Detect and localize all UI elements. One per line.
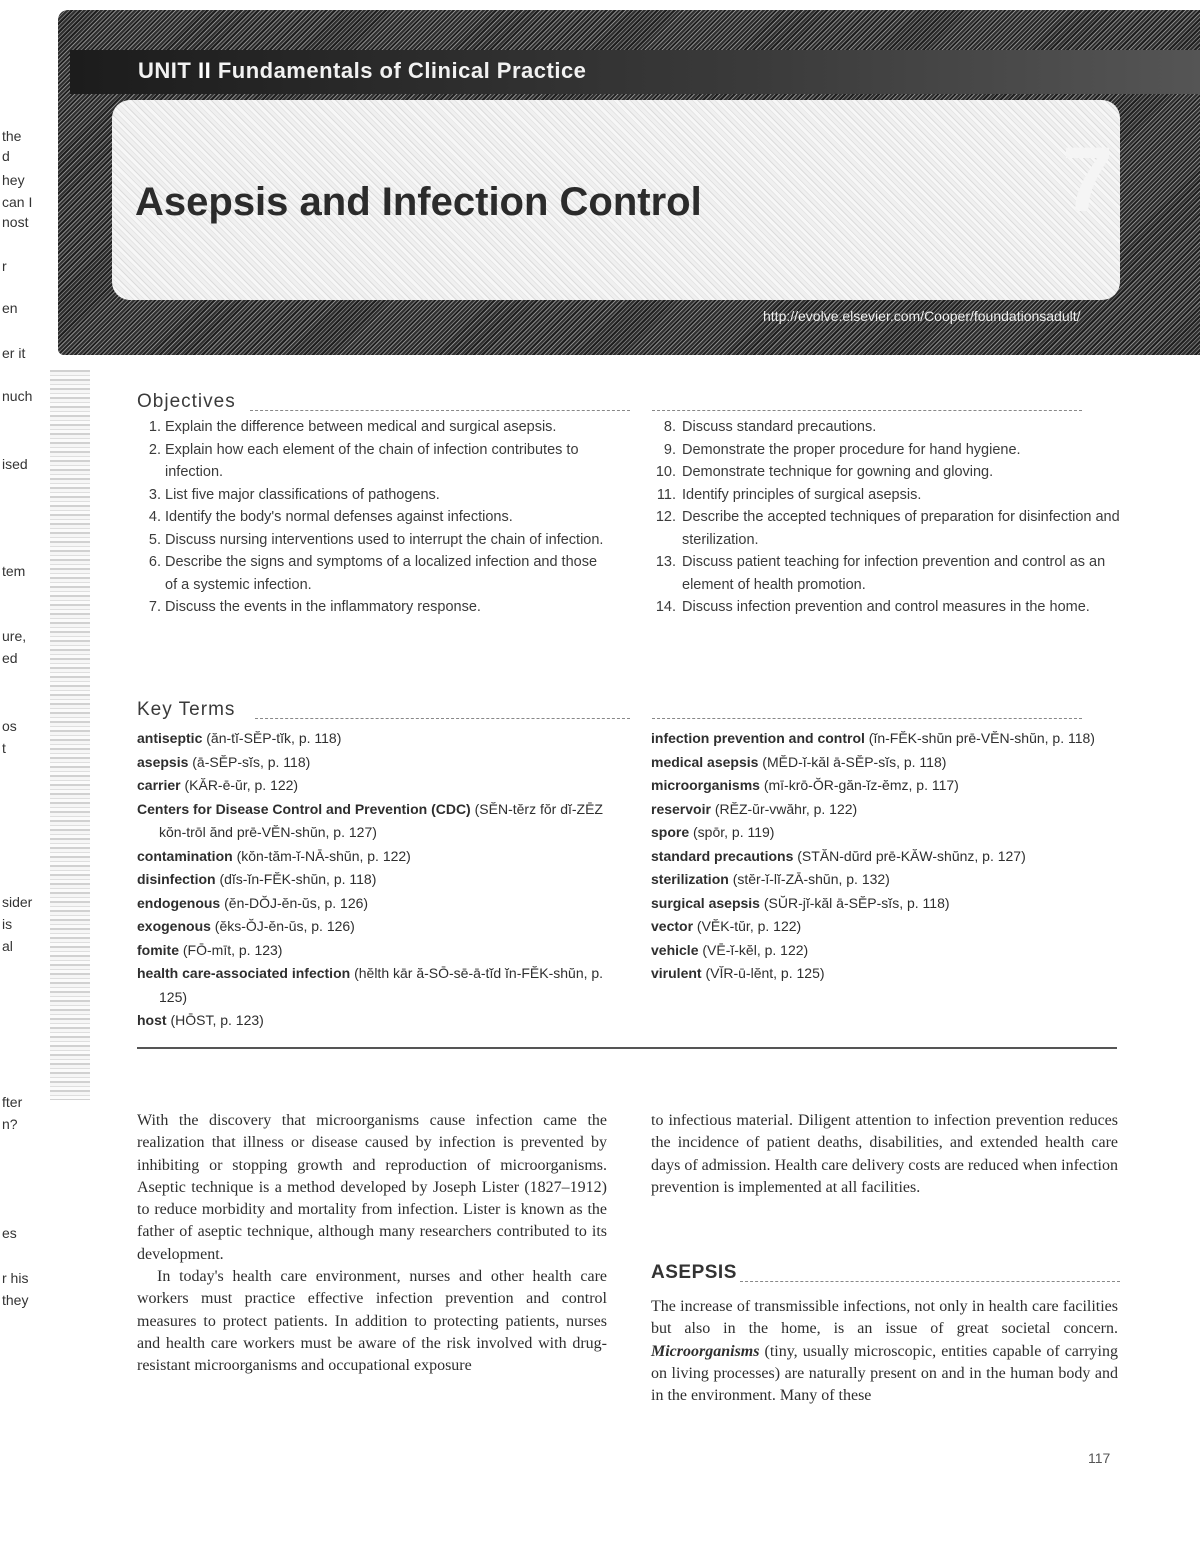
objective-item: 3. List five major classifications of pathogens. (148, 486, 440, 503)
objective-item: 1. Explain the difference between medical and surgical asepsis. (148, 419, 557, 435)
key-term: medical asepsis (MĔD-ĭ-kăl ā-SĔP-sĭs, p. 118) (651, 753, 947, 770)
key-term: surgical asepsis (SŬR-jĭ-kăl ā-SĔP-sĭs, p. 118) (651, 894, 950, 911)
key-term: spore (spōr, p. 119) (651, 824, 775, 840)
objective-item: 9. Demonstrate the proper procedure for hand hygiene. (663, 441, 1021, 458)
margin-fragment: fter (2, 1094, 23, 1110)
key-term: host (HŌST, p. 123) (137, 1012, 264, 1028)
margin-fragment: al (2, 938, 13, 954)
margin-fragment: d (2, 148, 10, 164)
unit-label (138, 58, 586, 84)
margin-fragment: nost (2, 214, 29, 230)
unit-title: Fundamentals of Clinical Practice (217, 58, 587, 83)
margin-fragment: ed (2, 650, 18, 666)
margin-fragment: they (2, 1292, 29, 1308)
margin-fragment: n? (2, 1116, 18, 1132)
body-paragraph: to infectious material. Diligent attention to infection prevention reduces the incidence of patient deaths, disabilities, and extended health care days of admission. Health care delivery costs are reduced when infection prevention is implemented at all facilities. (651, 1112, 1118, 1196)
margin-fragment: r his (2, 1270, 29, 1286)
objective-item: 5. Discuss nursing interventions used to interrupt the chain of infection. (148, 531, 604, 548)
unit-prefix: UNIT (138, 58, 192, 83)
margin-fragment: is (2, 916, 13, 932)
margin-fragment: ised (2, 456, 28, 472)
objectives-rule-left (250, 410, 630, 411)
objectives-list-right (648, 416, 1120, 619)
objective-item: 6. Describe the signs and symptoms of a localized infection and those of a systemic infection. (148, 554, 598, 593)
objective-item: 13. Discuss patient teaching for infection prevention and control as an element of health promotion. (655, 554, 1106, 593)
key-term: endogenous (ĕn-DŎJ-ĕn-ŭs, p. 126) (137, 894, 369, 911)
key-term: vector (VĔK-tŭr, p. 122) (651, 918, 802, 934)
margin-fragment: es (2, 1225, 17, 1241)
asepsis-heading: ASEPSIS (651, 1262, 737, 1283)
key-term: virulent (VĬR-ū-lĕnt, p. 125) (651, 965, 825, 981)
objective-item: 4. Identify the body's normal defenses against infections. (148, 509, 513, 525)
margin-fragment: r (2, 258, 7, 274)
key-terms-rule-right (652, 718, 1082, 719)
key-term: microorganisms (mī-krō-ŎR-găn-ĭz-ĕmz, p. 117) (651, 777, 959, 793)
body-column-right (651, 1110, 1118, 1199)
key-term: fomite (FŌ-mīt, p. 123) (137, 941, 283, 958)
margin-fragment: the (2, 128, 22, 144)
margin-fragment: os (2, 718, 17, 734)
margin-fragment: sider (2, 894, 33, 910)
margin-fragment: tem (2, 563, 26, 579)
objectives-rule-right (652, 410, 1082, 411)
margin-fragment: en (2, 300, 18, 316)
margin-fragment: er it (2, 345, 26, 361)
key-term: contamination (kŏn-tăm-ĭ-NĀ-shŭn, p. 122) (137, 847, 411, 864)
margin-fragment: nuch (2, 388, 33, 404)
key-term-inline: Microorganisms (651, 1342, 760, 1360)
key-term: Centers for Disease Control and Prevention (CDC) (SĔN-tĕrz fŏr dĭ-ZĒZ kŏn-trōl ănd prē-VĔN-shŭn, p. 127) (137, 800, 603, 840)
margin-fragment: can I (2, 194, 33, 210)
evolve-url: http://evolve.elsevier.com/Cooper/foundationsadult/ (763, 308, 1081, 324)
asepsis-rule (740, 1281, 1120, 1282)
objective-item: 10. Demonstrate technique for gowning and gloving. (655, 464, 994, 480)
key-term: infection prevention and control (ĭn-FĔK-shŭn prē-VĔN-shŭn, p. 118) (651, 730, 1095, 746)
body-paragraph: The increase of transmissible infections, not only in health care facilities but also in the home, is an issue of great societal concern. Microorganisms (tiny, usually microscopic, entities capable of carrying on living processes) are naturally present on and in the human body and in the environment. Many of these (651, 1298, 1118, 1405)
objective-item: 11. Identify principles of surgical asepsis. (656, 486, 922, 503)
objectives-heading: Objectives (137, 391, 236, 412)
chapter-title: Asepsis and Infection Control (135, 180, 702, 224)
key-terms-list-right (651, 727, 1101, 986)
page-gutter-shadow (50, 370, 90, 1100)
page-number: 117 (1088, 1450, 1111, 1466)
margin-fragment: t (2, 740, 6, 756)
key-terms-bottom-rule (137, 1047, 1117, 1049)
body-column-right-2 (651, 1296, 1118, 1407)
key-term: exogenous (ĕks-ŎJ-ĕn-ŭs, p. 126) (137, 918, 355, 934)
chapter-number: 7 (1062, 129, 1114, 231)
unit-number: II (197, 58, 212, 83)
margin-fragment: hey (2, 172, 25, 188)
objective-item: 7. Discuss the events in the inflammatory response. (148, 599, 481, 615)
key-terms-list-left (137, 727, 617, 1033)
key-terms-heading: Key Terms (137, 699, 236, 720)
key-term: vehicle (VĒ-ĭ-kĕl, p. 122) (651, 941, 809, 958)
key-term: antiseptic (ăn-tĭ-SĔP-tĭk, p. 118) (137, 730, 342, 746)
body-column-left (137, 1110, 607, 1378)
key-terms-rule-left (255, 718, 630, 719)
margin-fragment: ure, (2, 628, 27, 644)
objective-item: 12. Describe the accepted techniques of preparation for disinfection and sterilization. (655, 509, 1120, 548)
key-term: sterilization (stĕr-ĭ-lĭ-ZĀ-shŭn, p. 132) (651, 871, 890, 887)
objectives-list-left (143, 416, 613, 619)
key-term: standard precautions (STĂN-dŭrd prē-KĂW-shŭnz, p. 127) (651, 847, 1026, 864)
objective-item: 8. Discuss standard precautions. (663, 419, 877, 435)
key-term: health care-associated infection (hĕlth kār ă-SŌ-sē-ā-tĭd ĭn-FĔK-shŭn, p. 125) (137, 965, 604, 1005)
key-term: disinfection (dĭs-ĭn-FĔK-shŭn, p. 118) (137, 871, 377, 887)
objective-item: 14. Discuss infection prevention and control measures in the home. (655, 599, 1090, 615)
body-paragraph: In today's health care environment, nurses and other health care workers must practice effective infection prevention and control measures to protect patients. In addition to protecting patients, nurses and health care workers must be aware of the risk involved with drug-resistant microorganisms and occupational exposure (137, 1268, 607, 1375)
body-paragraph: With the discovery that microorganisms cause infection came the realization that illness or disease caused by infection is prevented by inhibiting or stopping growth and reproduction of microorganisms. Aseptic technique is a method developed by Joseph Lister (1827–1912) to reduce morbidity and mortality from infection. Lister is known as the father of aseptic technique, although many researchers contributed to its development. (137, 1112, 607, 1263)
objective-item: 2. Explain how each element of the chain of infection contributes to infection. (148, 441, 579, 480)
key-term: carrier (KĂR-ē-ŭr, p. 122) (137, 777, 299, 793)
key-term: asepsis (ā-SĔP-sĭs, p. 118) (137, 753, 311, 770)
key-term: reservoir (RĔZ-ŭr-vwăhr, p. 122) (651, 800, 858, 817)
